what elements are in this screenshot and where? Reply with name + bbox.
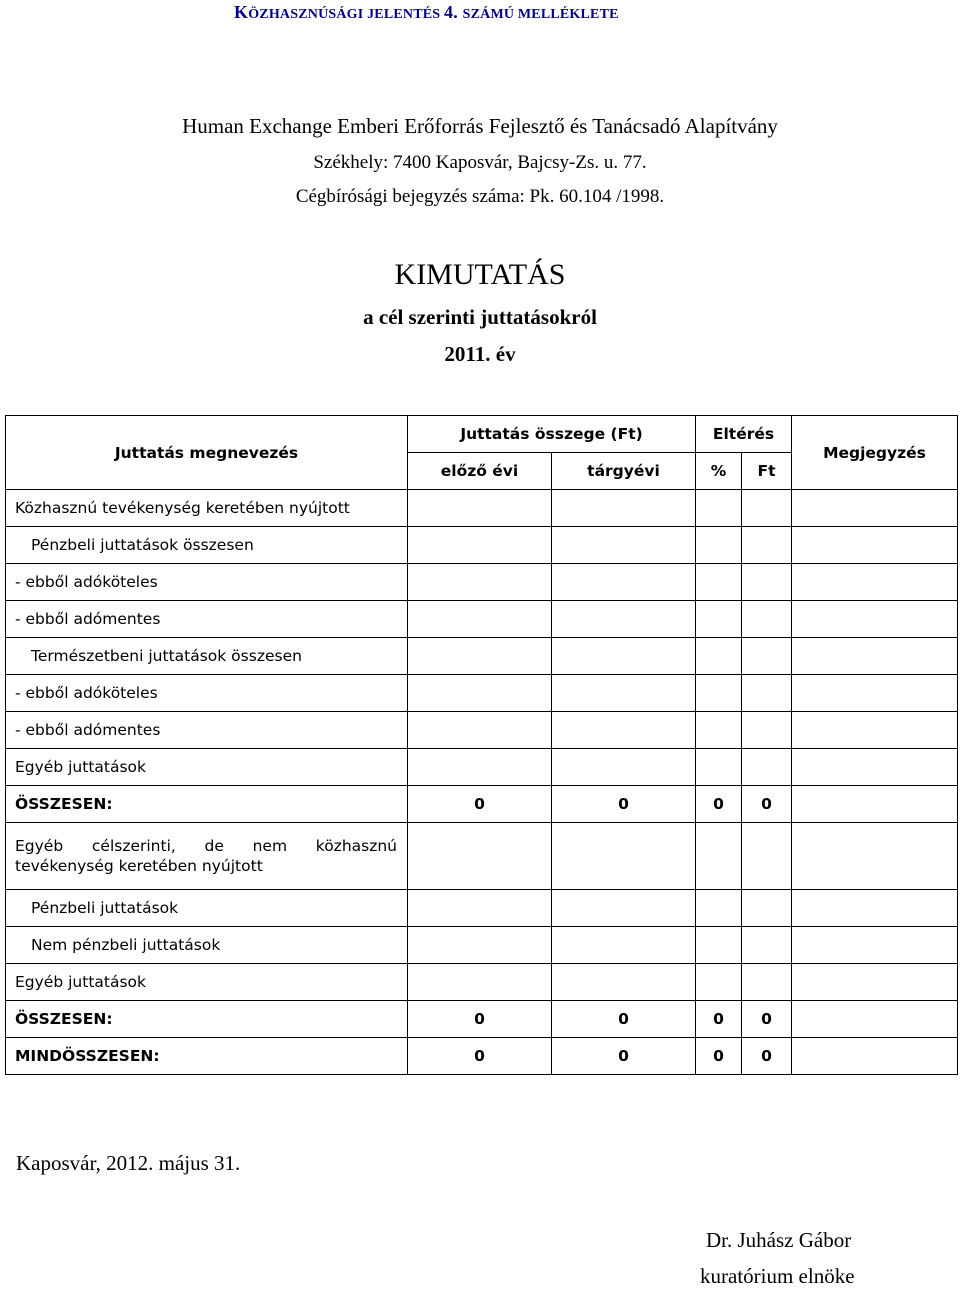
table-header-row	[6, 416, 958, 453]
row-label: Nem pénzbeli juttatások	[6, 927, 408, 964]
grand-total-curr: 0	[552, 1038, 696, 1075]
table-row	[6, 927, 958, 964]
row-label: Pénzbeli juttatások	[6, 890, 408, 927]
annex-title-prefix: K	[234, 2, 249, 22]
annex-title-mid: ÖZHASZNÚSÁGI JELENTÉS	[248, 7, 444, 22]
table-row	[6, 601, 958, 638]
grand-total-ft: 0	[742, 1038, 792, 1075]
row-label: - ebből adóköteles	[6, 675, 408, 712]
table-row	[6, 890, 958, 927]
col-header-note: Megjegyzés	[792, 416, 958, 490]
table-row	[6, 749, 958, 786]
annex-title	[234, 2, 619, 23]
col-header-pct: %	[696, 453, 742, 490]
col-header-prev: előző évi	[408, 453, 552, 490]
registration-number: Cégbírósági bejegyzés száma: Pk. 60.104 /1998.	[295, 186, 665, 207]
table-row	[6, 527, 958, 564]
row-label: - ebből adóköteles	[6, 564, 408, 601]
place-and-date: Kaposvár, 2012. május 31.	[16, 1151, 241, 1175]
row-label: Pénzbeli juttatások összesen	[6, 527, 408, 564]
table-row	[6, 564, 958, 601]
row-label: Természetbeni juttatások összesen	[6, 638, 408, 675]
total-ft: 0	[742, 1001, 792, 1038]
col-header-diff: Eltérés	[696, 416, 792, 453]
table-row	[6, 964, 958, 1001]
table-row	[6, 638, 958, 675]
col-header-name: Juttatás megnevezés	[6, 416, 408, 490]
annex-title-num: 4.	[444, 2, 463, 22]
total-curr: 0	[552, 1001, 696, 1038]
total-curr: 0	[552, 786, 696, 823]
row-label: - ebből adómentes	[6, 712, 408, 749]
total-prev: 0	[408, 786, 552, 823]
grand-total-prev: 0	[408, 1038, 552, 1075]
col-header-curr: tárgyévi	[552, 453, 696, 490]
total-label: ÖSSZESEN:	[6, 786, 408, 823]
col-header-ft: Ft	[742, 453, 792, 490]
total-pct: 0	[696, 1001, 742, 1038]
organization-seat: Székhely: 7400 Kaposvár, Bajcsy-Zs. u. 77.	[313, 152, 647, 173]
section1-title: Közhasznú tevékenység keretében nyújtott	[6, 490, 408, 527]
total-row	[6, 1001, 958, 1038]
total-row	[6, 786, 958, 823]
col-header-amount: Juttatás összege (Ft)	[408, 416, 696, 453]
document-title: KIMUTATÁS	[394, 258, 566, 291]
document-subtitle: a cél szerinti juttatásokról	[363, 305, 597, 329]
table-row	[6, 490, 958, 527]
row-label: - ebből adómentes	[6, 601, 408, 638]
annex-title-rest: SZÁMÚ MELLÉKLETE	[462, 7, 619, 22]
signer-name: Dr. Juhász Gábor	[706, 1228, 852, 1252]
total-pct: 0	[696, 786, 742, 823]
total-ft: 0	[742, 786, 792, 823]
section2-title: Egyéb célszerinti, de nem közhasznú tevékenység keretében nyújtott	[6, 823, 408, 890]
signer-role: kuratórium elnöke	[700, 1264, 855, 1288]
row-label: Egyéb juttatások	[6, 749, 408, 786]
grand-total-label: MINDÖSSZESEN:	[6, 1038, 408, 1075]
grand-total-row	[6, 1038, 958, 1075]
table-row	[6, 823, 958, 890]
organization-name: Human Exchange Emberi Erőforrás Fejlesztő és Tanácsadó Alapítvány	[182, 114, 778, 138]
total-label: ÖSSZESEN:	[6, 1001, 408, 1038]
table-row	[6, 712, 958, 749]
grand-total-pct: 0	[696, 1038, 742, 1075]
total-prev: 0	[408, 1001, 552, 1038]
benefits-table	[5, 415, 958, 1075]
row-label: Egyéb juttatások	[6, 964, 408, 1001]
report-year: 2011. év	[444, 342, 516, 366]
table-row	[6, 675, 958, 712]
